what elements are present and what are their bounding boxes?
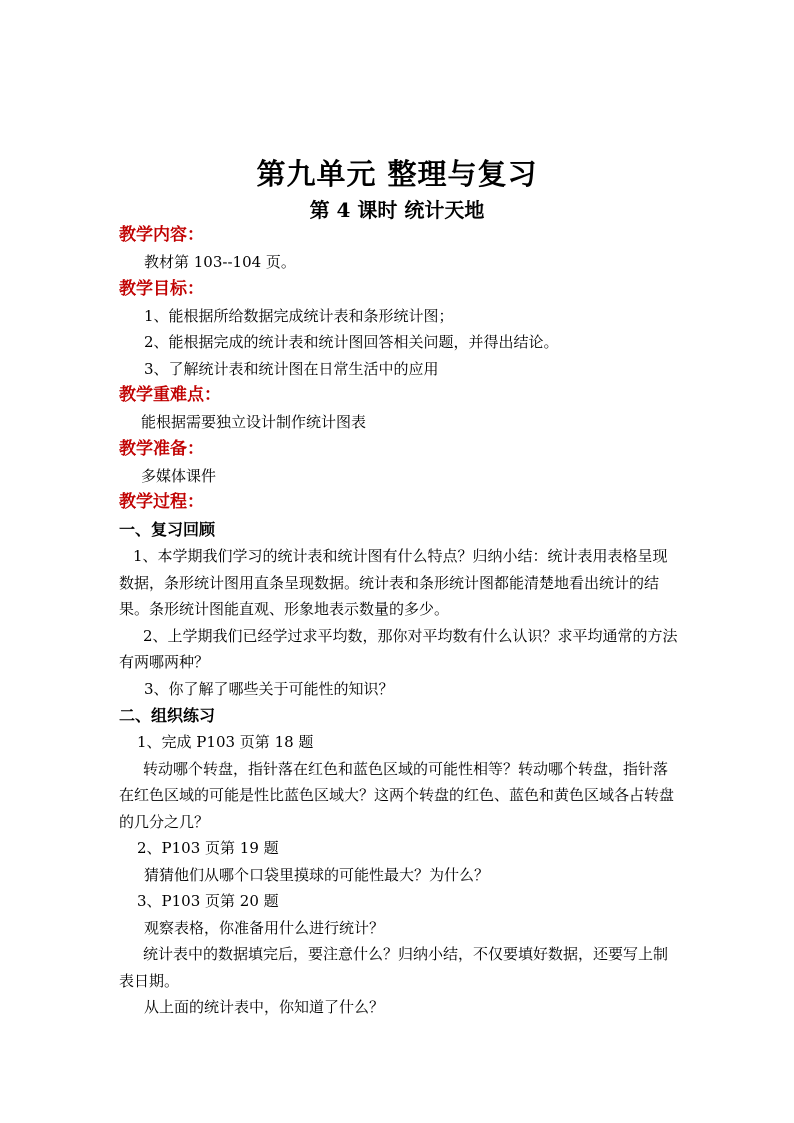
section-heading-process: 教学过程： [119, 492, 204, 512]
preparation-text: 多媒体课件 [141, 466, 217, 485]
exercise-1-text: 转动哪个转盘，指针落在红色和蓝色区域的可能性相等？转动哪个转盘，指针落在红色区域的可能是性比蓝色区域大？这两个转盘的红色、蓝色和黄色区域各占转盘的几分之几？ [119, 759, 675, 831]
exercise-2-title: 2、P103 页第 19 题 [137, 839, 279, 857]
goal-item: 1、能根据所给数据完成统计表和条形统计图； [144, 306, 454, 325]
exercise-3-title: 3、P103 页第 20 题 [137, 892, 279, 910]
goal-item: 2、能根据完成的统计表和统计图回答相关问题，并得出结论。 [144, 333, 559, 351]
exercise-3-text-3: 从上面的统计表中，你知道了什么？ [144, 998, 385, 1016]
section-heading-goals: 教学目标： [119, 278, 204, 299]
review-question-1: 1、本学期我们学习的统计表和统计图有什么特点？归纳小结：统计表用表格呈现数据，条形统计图用直条呈现数据。统计表和条形统计图都能清楚地看出统计的结果。条形统计图能直观、形象地表示数量的多少。 [119, 547, 668, 618]
review-question-3: 3、你了解了哪些关于可能性的知识？ [144, 679, 394, 698]
lesson-subtitle: 第 4 课时 统计天地 [309, 198, 485, 222]
section-heading-content: 教学内容： [119, 225, 204, 245]
key-points-text: 能根据需要独立设计制作统计图表 [141, 413, 367, 431]
section-heading-key-points: 教学重难点： [119, 385, 221, 405]
content-text: 教材第 103--104 页。 [144, 253, 296, 271]
section-heading-preparation: 教学准备： [119, 438, 204, 459]
exercise-1-title: 1、完成 P103 页第 18 题 [137, 733, 314, 751]
goal-item: 3、了解统计表和统计图在日常生活中的应用 [144, 359, 439, 378]
unit-title: 第九单元 整理与复习 [256, 157, 538, 191]
exercise-3-text-2: 统计表中的数据填完后，要注意什么？归纳小结，不仅要填好数据，还要写上制表日期。 [119, 945, 669, 990]
part1-heading: 一、复习回顾 [119, 520, 216, 539]
review-question-2: 2、上学期我们已经学过求平均数，那你对平均数有什么认识？求平均通常的方法有两哪两种？ [119, 626, 678, 671]
exercise-3-text-1: 观察表格，你准备用什么进行统计？ [144, 918, 385, 937]
exercise-2-text: 猜猜他们从哪个口袋里摸球的可能性最大？为什么？ [144, 865, 490, 884]
part2-heading: 二、组织练习 [119, 706, 216, 725]
document-body [119, 222, 679, 1021]
